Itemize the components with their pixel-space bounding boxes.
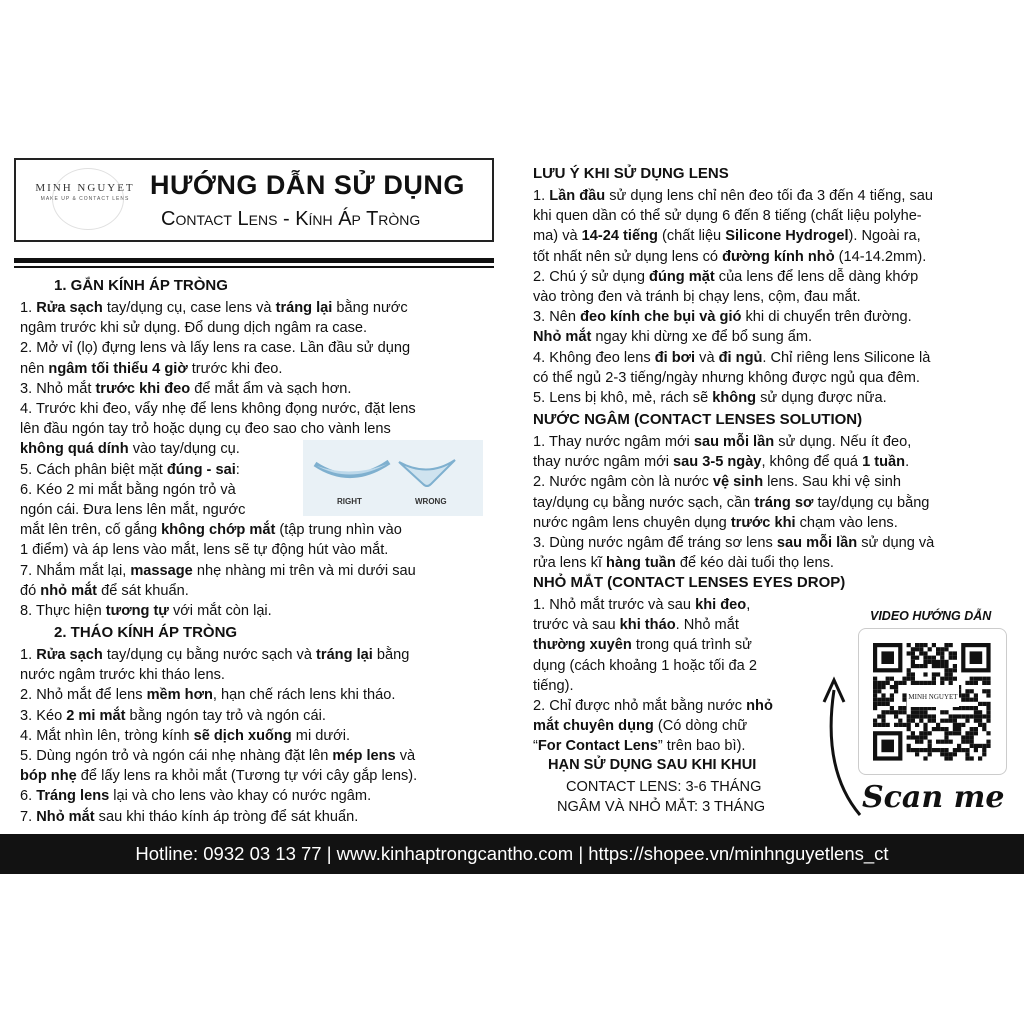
sec3-line: ma) và 14-24 tiếng (chất liệu Silicone Hydrogel). Ngoài ra, <box>533 228 921 245</box>
qr-code[interactable] <box>858 628 1007 775</box>
sec2-line: 7. Nhỏ mắt sau khi tháo kính áp tròng để sát khuẩn. <box>20 808 359 825</box>
section-heading-attach: 1. GẮN KÍNH ÁP TRÒNG <box>54 277 228 294</box>
section-heading-notes: LƯU Ý KHI SỬ DỤNG LENS <box>533 165 729 182</box>
sec3-line: 2. Chú ý sử dụng đúng mặt của lens để lens dễ dàng khớp <box>533 268 919 285</box>
scan-me-label: Scan me <box>862 780 1005 815</box>
sec1-line: 6. Kéo 2 mi mắt bằng ngón trỏ và <box>20 481 236 498</box>
sec1-line: nên ngâm tối thiểu 4 giờ trước khi đeo. <box>20 360 283 377</box>
sec1-line: ngón cái. Đưa lens lên mắt, ngước <box>20 502 246 518</box>
sec3-line: 1. Lần đầu sử dụng lens chỉ nên đeo tối đa 3 đến 4 tiếng, sau <box>533 188 934 204</box>
sec5-line: 1. Nhỏ mắt trước và sau khi đeo, <box>533 597 751 613</box>
sec2-line: 6. Tráng lens lại và cho lens vào khay có nước ngâm. <box>20 788 372 805</box>
sec5-line: tiếng). <box>533 677 574 694</box>
section-heading-remove: 2. THÁO KÍNH ÁP TRÒNG <box>54 624 238 641</box>
sec2-line: 2. Nhỏ mắt để lens mềm hơn, hạn chế rách lens khi tháo. <box>20 687 396 704</box>
sec1-line: 4. Trước khi đeo, vẩy nhẹ để lens không đọng nước, đặt lens <box>20 401 416 417</box>
sec4-line: 3. Dùng nước ngâm để tráng sơ lens sau mỗi lần sử dụng và <box>533 535 935 551</box>
sec4-line: nước ngâm lens chuyên dụng trước khi chạm vào lens. <box>533 514 898 531</box>
expiry-solution: NGÂM VÀ NHỎ MẮT: 3 THÁNG <box>557 799 766 815</box>
sec4-line: thay nước ngâm mới sau 3-5 ngày, không để quá 1 tuần. <box>533 454 910 471</box>
sec2-line: 4. Mắt nhìn lên, tròng kính sẽ dịch xuống mi dưới. <box>20 727 350 744</box>
qr-center-text: MINH NGUYET <box>908 693 958 701</box>
sec1-line: lên đầu ngón tay trỏ hoặc dụng cụ đeo sao cho vành lens <box>20 421 391 438</box>
divider-thin <box>14 266 494 268</box>
sec5-line: thường xuyên trong quá trình sử <box>533 637 752 654</box>
page-subtitle: Contact Lens - Kính Áp Tròng <box>161 208 421 230</box>
video-guide-label: VIDEO HƯỚNG DẪN <box>870 609 992 623</box>
section-heading-eyedrop: NHỎ MẮT (CONTACT LENSES EYES DROP) <box>533 574 846 591</box>
sec1-line: 8. Thực hiện tương tự với mắt còn lại. <box>20 603 272 619</box>
sec3-line: Nhỏ mắt ngay khi dừng xe để bổ sung ẩm. <box>533 329 813 346</box>
lens-right-label: RIGHT <box>337 497 362 506</box>
lens-wrong-label: WRONG <box>415 497 447 506</box>
sec5-line: trước và sau khi tháo. Nhỏ mắt <box>533 617 739 634</box>
sec5-line: “For Contact Lens” trên bao bì). <box>533 738 746 755</box>
footer-contact: Hotline: 0932 03 13 77 | www.kinhaptrongcantho.com | https://shopee.vn/minhnguyetlens_ct <box>135 843 889 864</box>
sec1-line: ngâm trước khi sử dụng. Đổ dung dịch ngâm ra case. <box>20 320 368 337</box>
sec1-line: 5. Cách phân biệt mặt đúng - sai: <box>20 461 240 478</box>
sec3-line: 3. Nên đeo kính che bụi và gió khi di chuyển trên đường. <box>533 309 912 326</box>
sec1-line: 3. Nhỏ mắt trước khi đeo để mắt ẩm và sạch hơn. <box>20 380 352 397</box>
expiry-heading: HẠN SỬ DỤNG SAU KHI KHUI <box>548 757 757 773</box>
sec5-line: dụng (cách khoảng 1 hoặc tối đa 2 <box>533 657 757 674</box>
logo-tagline: MAKE UP & CONTACT LENS <box>40 196 130 202</box>
section-heading-solution: NƯỚC NGÂM (CONTACT LENSES SOLUTION) <box>533 411 863 428</box>
header-box <box>14 158 494 242</box>
sec4-line: 1. Thay nước ngâm mới sau mỗi lần sử dụng. Nếu ít đeo, <box>533 434 912 450</box>
sec2-line: 5. Dùng ngón trỏ và ngón cái nhẹ nhàng đặt lên mép lens và <box>20 748 416 764</box>
sec1-line: 1 điểm) và áp lens vào mắt, lens sẽ tự động hút vào mắt. <box>20 542 389 559</box>
sec1-line: 7. Nhắm mắt lại, massage nhẹ nhàng mi trên và mi dưới sau <box>20 562 416 579</box>
page-title: HƯỚNG DẪN SỬ DỤNG <box>150 170 465 200</box>
logo-name: MINH NGUYET <box>35 182 135 194</box>
sec2-line: nước ngâm trước khi tháo lens. <box>20 667 225 684</box>
sec3-line: khi quen dần có thể sử dụng 6 đến 8 tiếng (chất liệu polyhe- <box>533 208 922 225</box>
divider-thick <box>14 258 494 263</box>
footer-bar <box>0 834 1024 874</box>
sec3-line: vào tròng đen và tránh bị chạy lens, cộm, đau mắt. <box>533 289 861 305</box>
logo-swirl <box>52 168 124 230</box>
sec4-line: 2. Nước ngâm còn là nước vệ sinh lens. Sau khi vệ sinh <box>533 474 902 491</box>
sec1-line: không quá dính vào tay/dụng cụ. <box>20 441 240 458</box>
sec2-line: 3. Kéo 2 mi mắt bằng ngón tay trỏ và ngón cái. <box>20 707 326 724</box>
sec1-line: mắt lên trên, cố gắng không chớp mắt (tập trung nhìn vào <box>20 522 402 539</box>
sec2-line: bóp nhẹ để lấy lens ra khỏi mắt (Tương tự với cây gắp lens). <box>20 768 418 785</box>
sec4-line: tay/dụng cụ bằng nước sạch, cần tráng sơ tay/dụng cụ bằng <box>533 494 930 511</box>
brand-logo <box>26 182 144 222</box>
lens-right-wrong-image <box>303 440 483 516</box>
sec1-line: 2. Mở vỉ (lọ) đựng lens và lấy lens ra case. Lần đầu sử dụng <box>20 340 411 357</box>
sec2-line: 1. Rửa sạch tay/dụng cụ bằng nước sạch và tráng lại bằng <box>20 647 410 663</box>
sec4-line: rửa lens kĩ hàng tuần để kéo dài tuổi thọ lens. <box>533 555 834 572</box>
sec5-line: 2. Chỉ được nhỏ mắt bằng nước nhỏ <box>533 698 773 714</box>
sec3-line: tốt nhất nên sử dụng lens có đường kính nhỏ (14-14.2mm). <box>533 248 927 265</box>
expiry-lens: CONTACT LENS: 3-6 THÁNG <box>566 779 762 795</box>
sec5-line: mắt chuyên dụng (Có dòng chữ <box>533 718 748 735</box>
sec3-line: có thể ngủ 2-3 tiếng/ngày nhưng không được ngủ qua đêm. <box>533 369 920 386</box>
sec3-line: 5. Lens bị khô, mẻ, rách sẽ không sử dụng được nữa. <box>533 390 887 406</box>
sec1-line: 1. Rửa sạch tay/dụng cụ, case lens và tráng lại bằng nước <box>20 300 408 316</box>
sec3-line: 4. Không đeo lens đi bơi và đi ngủ. Chỉ riêng lens Silicone là <box>533 349 931 366</box>
sec1-line: đó nhỏ mắt để sát khuẩn. <box>20 582 189 599</box>
qr-code-icon <box>859 629 1006 774</box>
